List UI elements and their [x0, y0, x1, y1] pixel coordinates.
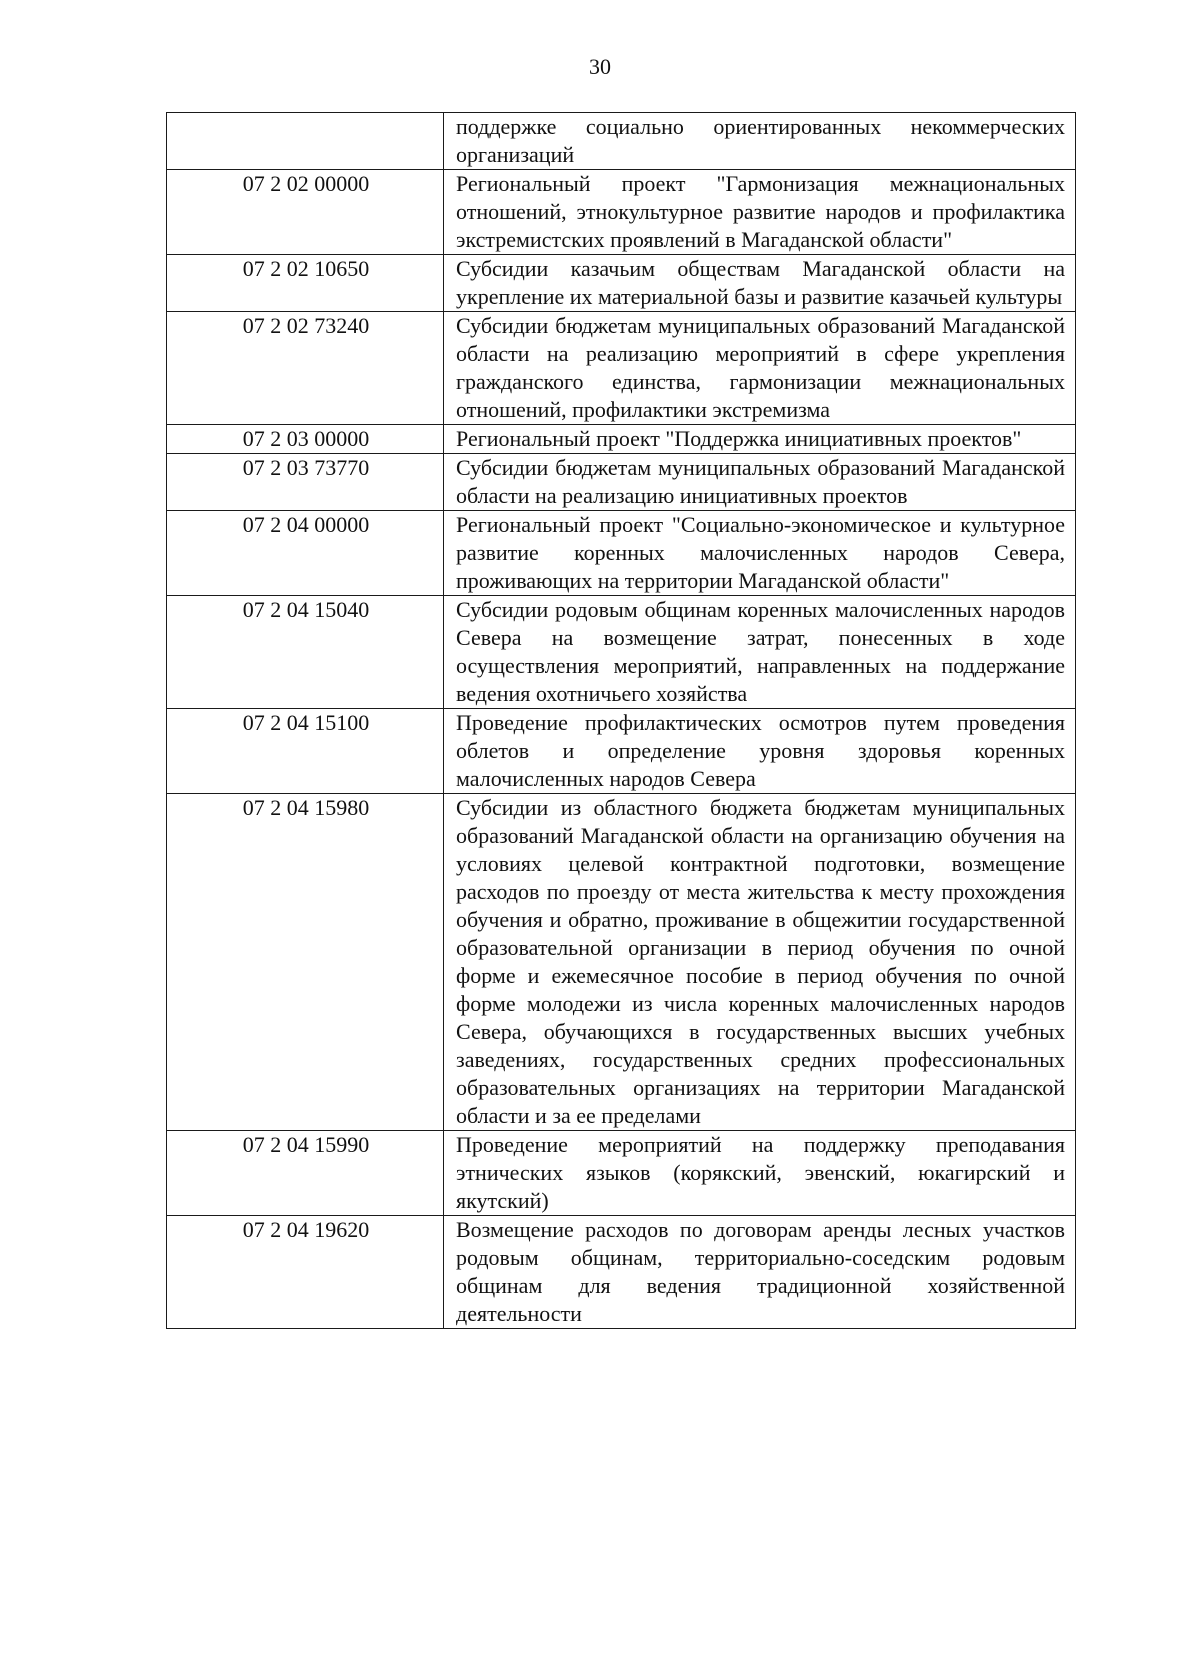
table-row	[167, 794, 1076, 1131]
table-row	[167, 1216, 1076, 1329]
target-article-name: Региональный проект "Гармонизация межнациональных отношений, этнокультурное развитие народов и профилактика экстремистских проявлений в Магаданской области"	[444, 170, 1076, 255]
target-article-name: Субсидии казачьим обществам Магаданской области на укрепление их материальной базы и развитие казачьей культуры	[444, 255, 1076, 312]
target-article-code: 07 2 02 10650	[167, 255, 444, 312]
table-row	[167, 454, 1076, 511]
table-row	[167, 709, 1076, 794]
table-row	[167, 1131, 1076, 1216]
target-article-code: 07 2 03 73770	[167, 454, 444, 511]
page-number: 30	[589, 54, 611, 79]
target-article-name: поддержке социально ориентированных некоммерческих организаций	[444, 113, 1076, 170]
table-row	[167, 312, 1076, 425]
target-article-code: 07 2 04 15040	[167, 596, 444, 709]
target-article-code: 07 2 03 00000	[167, 425, 444, 454]
table-row	[167, 255, 1076, 312]
target-article-name: Субсидии бюджетам муниципальных образований Магаданской области на реализацию мероприятий в сфере укрепления гражданского единства, гармонизации межнациональных отношений, профилактики экстремизма	[444, 312, 1076, 425]
target-article-code: 07 2 02 73240	[167, 312, 444, 425]
target-article-name: Региональный проект "Поддержка инициативных проектов"	[444, 425, 1076, 454]
table-row	[167, 596, 1076, 709]
table-row	[167, 425, 1076, 454]
table-row	[167, 511, 1076, 596]
target-article-code: 07 2 02 00000	[167, 170, 444, 255]
target-article-code: 07 2 04 15990	[167, 1131, 444, 1216]
target-article-name: Субсидии из областного бюджета бюджетам муниципальных образований Магаданской области на организацию обучения на условиях целевой контрактной подготовки, возмещение расходов по проезду от места жительства к месту прохождения обучения и обратно, проживание в общежитии государственной образовательной организации в период обучения по очной форме и ежемесячное пособие в период обучения по очной форме молодежи из числа коренных малочисленных народов Севера, обучающихся в государственных высших учебных заведениях, государственных средних профессиональных образовательных организациях на территории Магаданской области и за ее пределами	[444, 794, 1076, 1131]
target-article-name: Региональный проект "Социально-экономическое и культурное развитие коренных малочисленных народов Севера, проживающих на территории Магаданской области"	[444, 511, 1076, 596]
target-article-name: Возмещение расходов по договорам аренды лесных участков родовым общинам, территориально-соседским родовым общинам для ведения традиционной хозяйственной деятельности	[444, 1216, 1076, 1329]
target-article-code: 07 2 04 00000	[167, 511, 444, 596]
target-article-code: 07 2 04 15100	[167, 709, 444, 794]
target-article-code: 07 2 04 15980	[167, 794, 444, 1131]
target-article-name: Субсидии бюджетам муниципальных образований Магаданской области на реализацию инициативных проектов	[444, 454, 1076, 511]
target-article-name: Субсидии родовым общинам коренных малочисленных народов Севера на возмещение затрат, понесенных в ходе осуществления мероприятий, направленных на поддержание ведения охотничьего хозяйства	[444, 596, 1076, 709]
target-article-code	[167, 113, 444, 170]
target-article-code: 07 2 04 19620	[167, 1216, 444, 1329]
target-article-name: Проведение мероприятий на поддержку преподавания этнических языков (корякский, эвенский, юкагирский и якутский)	[444, 1131, 1076, 1216]
target-article-name: Проведение профилактических осмотров путем проведения облетов и определение уровня здоровья коренных малочисленных народов Севера	[444, 709, 1076, 794]
budget-classification-table	[166, 112, 1076, 1329]
table-row	[167, 113, 1076, 170]
table-row	[167, 170, 1076, 255]
